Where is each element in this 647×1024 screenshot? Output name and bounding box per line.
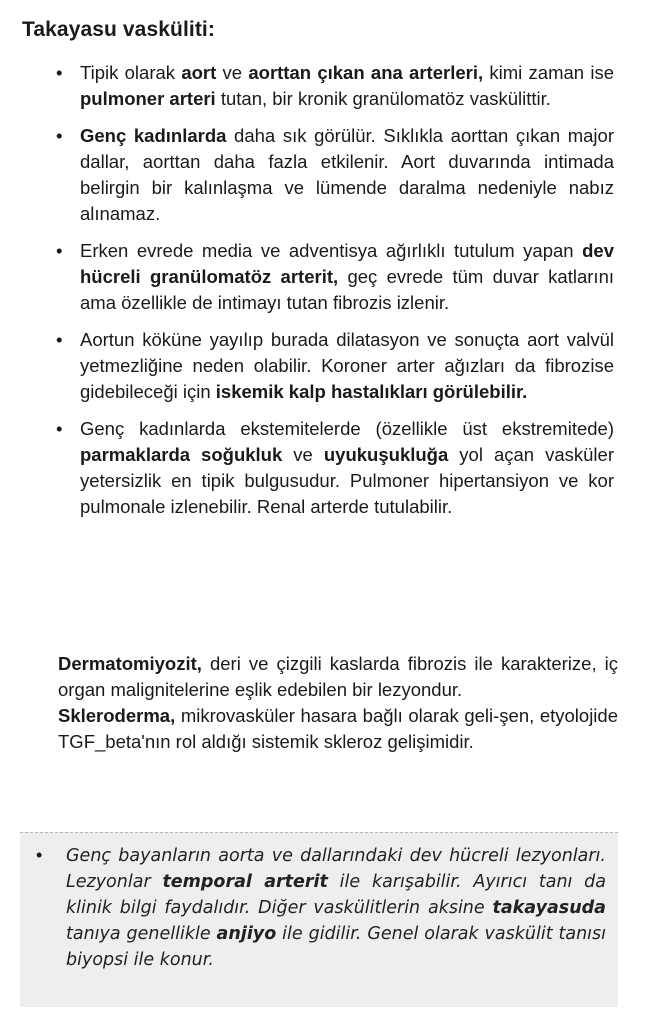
- paragraph-block: [58, 651, 618, 755]
- text-run: Tipik olarak: [80, 62, 182, 83]
- text-run: Erken evrede media ve adventisya ağırlıklı tutulum yapan: [80, 240, 583, 261]
- bullet-icon: •: [56, 240, 63, 261]
- bold-text-run: parmaklarda soğukluk: [80, 444, 283, 465]
- bullet-list: [54, 60, 614, 531]
- dermatomiyozit-paragraph: [58, 651, 618, 703]
- text-run: daha sık görülür. Sıklıkla aorttan çıkan major dallar, aorttan daha fazla etkilenir. Aort duvarında intimada belirgin bir kalınlaşma ve lümende daralma nedeniyle nabız alınamaz.: [80, 125, 614, 224]
- bold-text-run: iskemik kalp hastalıkları görülebilir.: [215, 381, 528, 402]
- bold-text-run: aorttan çıkan ana arterleri,: [248, 62, 484, 83]
- note-box: [20, 832, 618, 1007]
- bold-text-run: Dermatomiyozit,: [58, 653, 202, 674]
- text-run: kimi zaman ise: [483, 62, 614, 83]
- text-run: deri ve çizgili kaslarda fibrozis ile karakterize, iç organ malignitelerine eşlik edebilen bir lezyondur.: [58, 653, 618, 700]
- bullet-text: [80, 240, 614, 313]
- bullet-icon: •: [56, 329, 63, 350]
- bullet-item: [54, 60, 614, 112]
- text-run: tutan, bir kronik granülomatöz vaskülittir.: [215, 88, 551, 109]
- bullet-item: [54, 327, 614, 405]
- bullet-icon: •: [56, 418, 63, 439]
- text-run: tanıya genellikle: [66, 924, 217, 944]
- text-run: ve: [216, 62, 249, 83]
- bullet-text: [80, 62, 614, 109]
- bullet-icon: •: [56, 62, 63, 83]
- note-bullet-icon: •: [36, 845, 43, 865]
- text-run: yol açan vasküler yetersizlik en tipik bulgusudur. Pulmoner hipertansiyon ve kor pulmonale izlenebilir. Renal arterde tutulabilir.: [80, 444, 614, 517]
- bold-text-run: anjiyo: [216, 924, 277, 944]
- text-run: geç evrede tüm duvar katlarını ama özellikle de intimayı tutan fibrozis izlenir.: [80, 266, 614, 313]
- bullet-text: [80, 329, 614, 402]
- bold-text-run: dev hücreli granülomatöz arterit,: [80, 240, 614, 287]
- bullet-icon: •: [56, 125, 63, 146]
- bold-text-run: takayasuda: [492, 898, 606, 918]
- text-run: mikrovasküler hasara bağlı olarak geli-şen, etyolojide TGF_beta'nın rol aldığı sistemik skleroz gelişimidir.: [58, 705, 618, 752]
- bold-text-run: aort: [181, 62, 217, 83]
- section-title: Takayasu vasküliti:: [22, 18, 215, 41]
- text-run: Aortun köküne yayılıp burada dilatasyon ve sonuçta aort valvül yetmezliğine neden olabilir. Koroner arter ağızları da fibrozise gidebileceği için: [80, 329, 614, 402]
- bold-text-run: uyukuşukluğa: [323, 444, 449, 465]
- text-run: Genç kadınlarda ekstemitelerde (özellikle üst ekstremitede): [80, 418, 614, 439]
- bullet-item: [54, 416, 614, 520]
- text-run: Genç bayanların aorta ve dallarındaki dev hücreli lezyonları. Lezyonlar: [66, 846, 606, 892]
- text-run: ile gidilir. Genel olarak vaskülit tanısı biyopsi ile konur.: [66, 924, 606, 970]
- note-text: [66, 843, 606, 973]
- bold-text-run: Genç kadınlarda: [80, 125, 227, 146]
- bold-text-run: Skleroderma,: [58, 705, 176, 726]
- bold-text-run: pulmoner arteri: [80, 88, 216, 109]
- skleroderma-paragraph: [58, 703, 618, 755]
- text-run: ile karışabilir. Ayırıcı tanı da klinik bilgi faydalıdır. Diğer vaskülitlerin aksine: [66, 872, 607, 918]
- text-run: ve: [282, 444, 324, 465]
- bold-text-run: temporal arterit: [162, 872, 328, 892]
- bullet-text: [80, 418, 614, 517]
- bullet-text: [80, 125, 614, 224]
- bullet-item: [54, 123, 614, 227]
- bullet-item: [54, 238, 614, 316]
